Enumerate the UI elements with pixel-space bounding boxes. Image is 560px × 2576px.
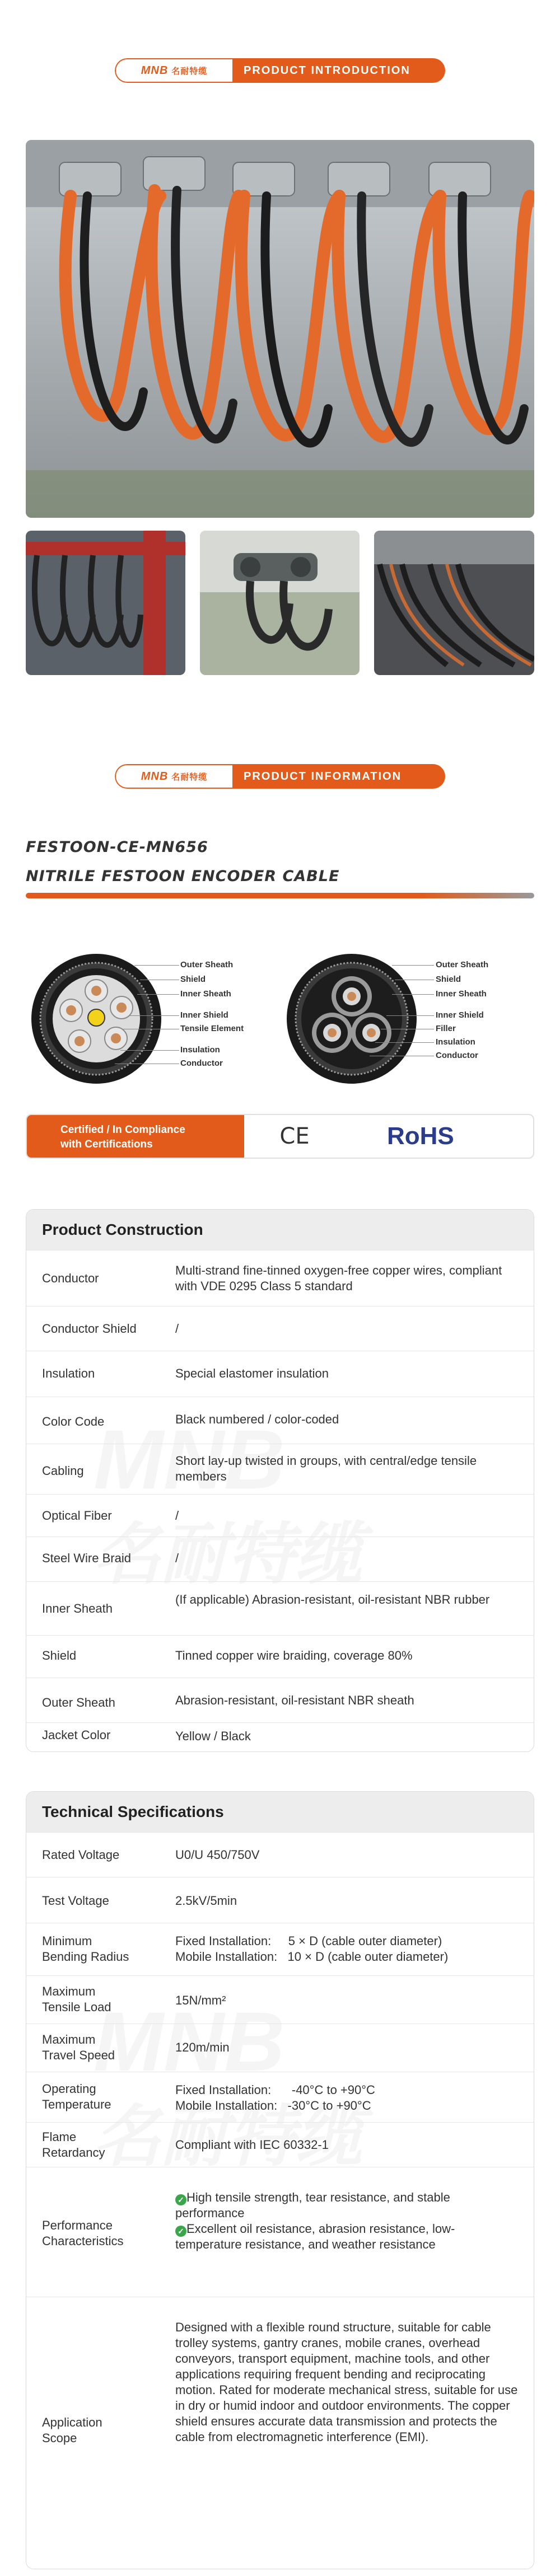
table-row: Optical Fiber /	[26, 1494, 534, 1537]
table-row: Conductor Shield /	[26, 1306, 534, 1351]
photo-cable-rail	[374, 531, 534, 675]
table-row: Jacket Color Yellow / Black	[26, 1722, 534, 1752]
xs-left-inner-sheath: Inner Sheath	[180, 989, 231, 999]
table-row: Inner Sheath (If applicable) Abrasion-resistant, oil-resistant NBR rubber	[26, 1581, 534, 1636]
model-name: NITRILE FESTOON ENCODER CABLE	[26, 868, 340, 885]
check-icon: ✓	[175, 2226, 186, 2237]
check-icon: ✓	[175, 2194, 186, 2205]
certification-label: Certified / In Compliance with Certifications	[27, 1115, 244, 1158]
table-row: Maximum Tensile Load 15N/mm²	[26, 1975, 534, 2024]
table-row: Steel Wire Braid /	[26, 1537, 534, 1582]
table-row: Rated Voltage U0/U 450/750V	[26, 1832, 534, 1877]
table-row: Conductor Multi-strand fine-tinned oxygen-free copper wires, compliant with VDE 0295 Class 5 standard	[26, 1250, 534, 1306]
section-title-info: PRODUCT INFORMATION	[232, 764, 445, 789]
xs-right-insulation: Insulation	[436, 1037, 475, 1047]
table-row: Test Voltage 2.5kV/5min	[26, 1877, 534, 1923]
xs-right-outer-sheath: Outer Sheath	[436, 960, 489, 969]
xs-right-shield: Shield	[436, 975, 461, 984]
cross-section-right-diagram	[284, 952, 419, 1086]
photo-festoon-frame	[26, 531, 185, 675]
xs-left-shield: Shield	[180, 975, 206, 984]
construction-table	[26, 1209, 534, 1752]
section-title-intro: PRODUCT INTRODUCTION	[232, 58, 445, 83]
specs-title: Technical Specifications	[26, 1792, 534, 1832]
construction-title: Product Construction	[26, 1210, 534, 1250]
table-row: Cabling Short lay-up twisted in groups, with central/edge tensile members	[26, 1444, 534, 1495]
xs-right-conductor: Conductor	[436, 1051, 478, 1060]
section-header-intro	[115, 58, 445, 83]
model-underline	[26, 893, 534, 898]
model-code: FESTOON-CE-MN656	[26, 839, 208, 856]
xs-right-filler: Filler	[436, 1024, 456, 1033]
rohs-mark: RoHS	[387, 1122, 454, 1150]
section-header-info	[115, 764, 445, 789]
festoon-main-photo	[26, 140, 534, 518]
table-row: Application Scope Designed with a flexible round structure, suitable for cable trolley systems, gantry cranes, mobile cranes, overhead conveyors, transport equipment, machine tools, and other applications requiring frequent bending and reciprocating motion. Rated for moderate mechanical stress, suitable for use in dry or humid indoor and outdoor environments. The copper shield ensures accurate data transmission and protects the cable from electromagnetic interference (EMI).	[26, 2297, 534, 2569]
xs-left-conductor: Conductor	[180, 1058, 223, 1068]
cross-section-left-diagram	[29, 952, 164, 1086]
table-row: Insulation Special elastomer insulation	[26, 1351, 534, 1397]
xs-left-tensile-element: Tensile Element	[180, 1024, 244, 1033]
xs-left-outer-sheath: Outer Sheath	[180, 960, 234, 969]
table-row: Minimum Bending Radius Fixed Installation: 5 × D (cable outer diameter) Mobile Installation: 10 × D (cable outer diameter)	[26, 1923, 534, 1976]
ce-mark: CE	[279, 1123, 310, 1149]
brand-logo: MNB 名耐特缆	[115, 58, 232, 83]
table-row: Operating Temperature Fixed Installation: -40°C to +90°C Mobile Installation: -30°C to +90°C	[26, 2072, 534, 2123]
xs-left-insulation: Insulation	[180, 1045, 220, 1055]
xs-left-inner-shield: Inner Shield	[180, 1010, 228, 1020]
certification-bar	[26, 1114, 534, 1159]
table-row: Performance Characteristics ✓ High tensile strength, tear resistance, and stable performance ✓ Excellent oil resistance, abrasion resistance, low-temperature resistance, and weather resistance	[26, 2167, 534, 2297]
xs-right-inner-shield: Inner Shield	[436, 1010, 484, 1020]
table-row: Color Code Black numbered / color-coded	[26, 1397, 534, 1444]
table-row: Shield Tinned copper wire braiding, coverage 80%	[26, 1635, 534, 1678]
table-row: Outer Sheath Abrasion-resistant, oil-resistant NBR sheath	[26, 1678, 534, 1723]
brand-logo: MNB 名耐特缆	[115, 764, 232, 789]
table-row: Maximum Travel Speed 120m/min	[26, 2024, 534, 2072]
table-row: Flame Retardancy Compliant with IEC 60332-1	[26, 2122, 534, 2167]
photo-cable-trolley	[200, 531, 360, 675]
xs-right-inner-sheath: Inner Sheath	[436, 989, 487, 999]
specs-table	[26, 1791, 534, 2569]
